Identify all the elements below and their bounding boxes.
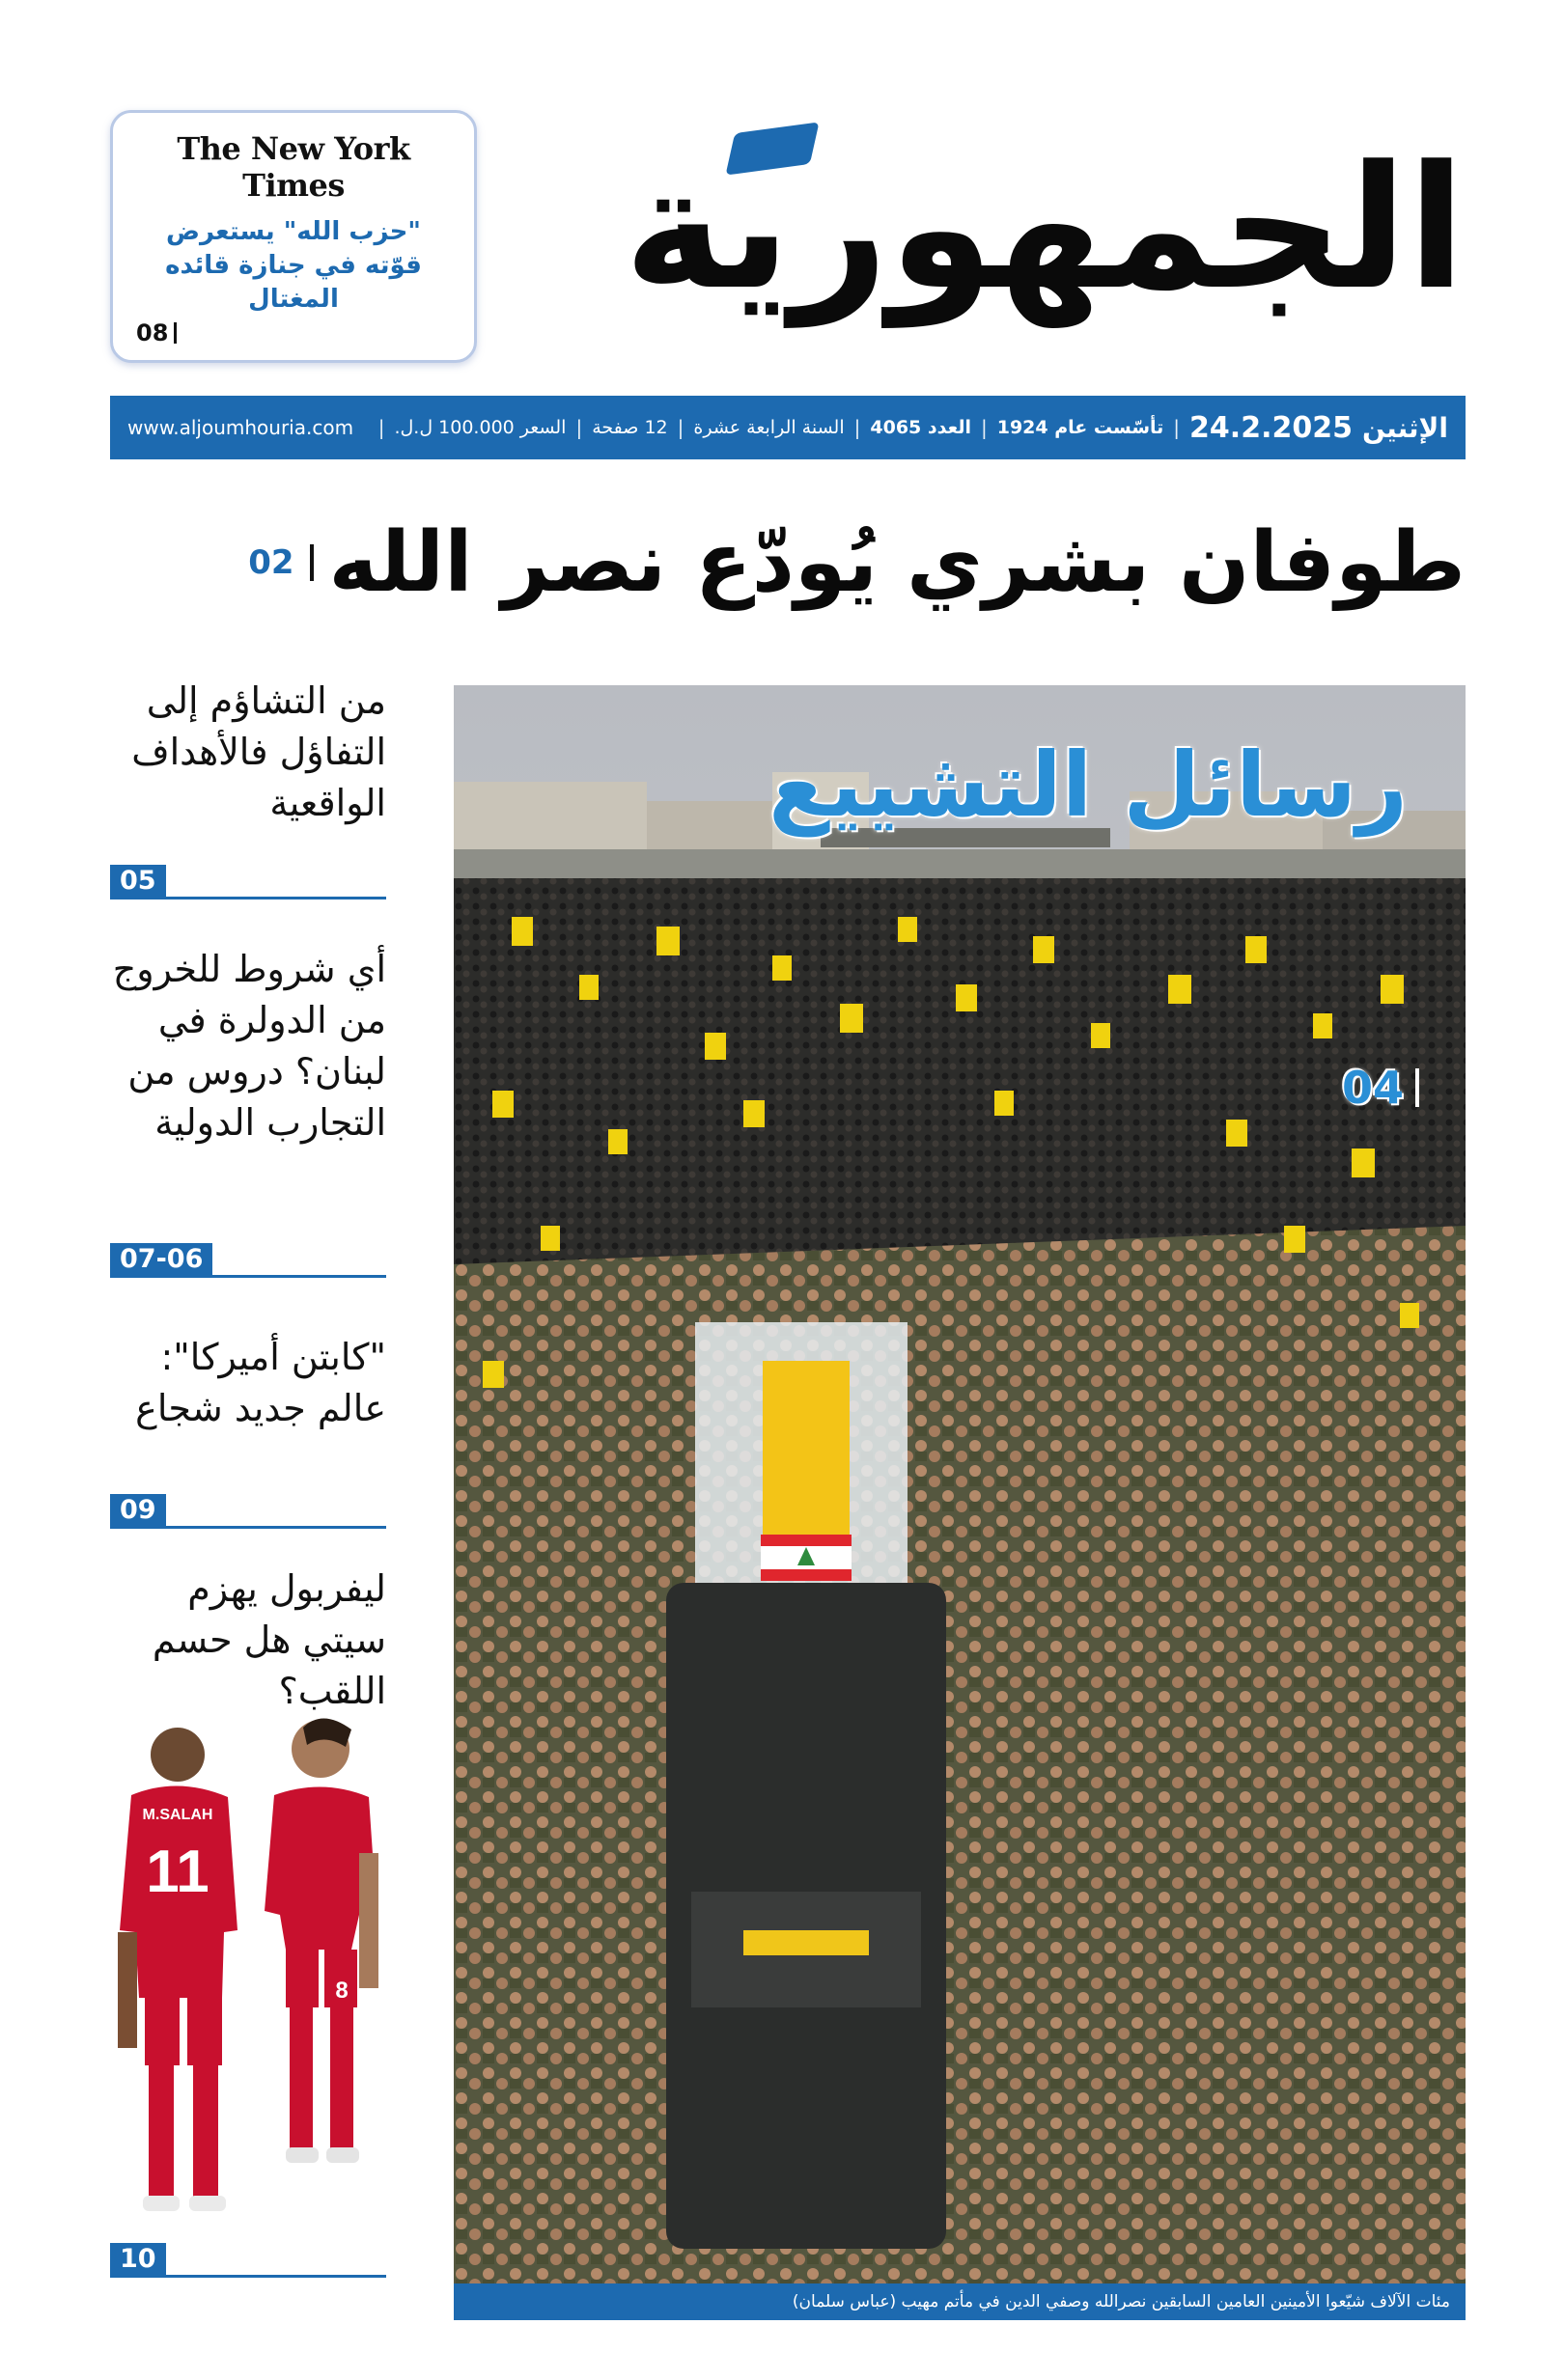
website-link[interactable]: www.aljoumhouria.com [127, 416, 354, 439]
story-page-ref: 10 [110, 2243, 386, 2278]
photo-caption: مئات الآلاف شيّعوا الأمينين العامين السابقين نصرالله وصفي الدين في مأتم مهيب (عباس سلمان) [454, 2283, 1466, 2320]
price: السعر 100.000 ل.ل. [394, 417, 567, 438]
issue-number: العدد 4065 [870, 417, 971, 438]
funeral-crowd-photo [454, 685, 1466, 2283]
masthead-title: الجمهورية [624, 129, 1466, 327]
divider [310, 544, 314, 581]
sidebar-story[interactable] [110, 676, 386, 896]
nyt-logo: The New York Times [177, 130, 410, 204]
story-title: "كابتن أميركا": عالم جديد شجاع [135, 1336, 386, 1429]
issue-day: الإثنين [1361, 411, 1448, 444]
issue-details: الإثنين 24.2.2025 | تأسّست عام 1924 | العدد 4065 | السنة الرابعة عشرة | 12 صفحة | السعر 100.000 ل.ل. | [377, 410, 1448, 445]
sidebar-story[interactable] [110, 944, 386, 1274]
sidebar-story[interactable] [110, 1332, 386, 1525]
story-page-ref: 05 [110, 865, 386, 899]
publication-year: السنة الرابعة عشرة [693, 417, 845, 438]
funeral-vehicle [666, 1322, 946, 2249]
story-title: ليفربول يهزم سيتي هل حسم اللقب؟ [152, 1567, 386, 1712]
divider [1415, 1068, 1419, 1107]
issue-info-bar [110, 396, 1466, 459]
main-headline[interactable] [248, 510, 1466, 616]
photo-page-ref: 04 [1342, 1062, 1419, 1114]
story-title: أي شروط للخروج من الدولرة في لبنان؟ دروس من التجارب الدولية [112, 948, 386, 1144]
player-number-right: 8 [335, 1978, 349, 2004]
story-title: من التشاؤم إلى التفاؤل فالأهداف الواقعية [131, 679, 386, 824]
main-photo[interactable] [454, 685, 1466, 2283]
nyt-page-ref: 08 [136, 319, 177, 346]
issue-date: 24.2.2025 [1189, 410, 1353, 445]
player-jersey-name: M.SALAH [142, 1807, 213, 1823]
main-headline-text: طوفان بشري يُودّع نصر الله [328, 514, 1466, 611]
liverpool-players-image [110, 1708, 419, 2249]
main-headline-page: 02 [248, 543, 294, 582]
page-count: 12 صفحة [592, 417, 668, 438]
player-number-left: 11 [146, 1839, 209, 1905]
story-page-ref: 07-06 [110, 1243, 386, 1278]
story-page-ref: 09 [110, 1494, 386, 1529]
masthead [624, 108, 1466, 359]
founded-year: تأسّست عام 1924 [996, 417, 1164, 438]
nyt-promo-box[interactable] [110, 110, 477, 363]
photo-title: رسائل التشييع [768, 733, 1408, 837]
nyt-headline: "حزب الله" يستعرض قوّته في جنازة قائده المغتال [165, 217, 422, 314]
